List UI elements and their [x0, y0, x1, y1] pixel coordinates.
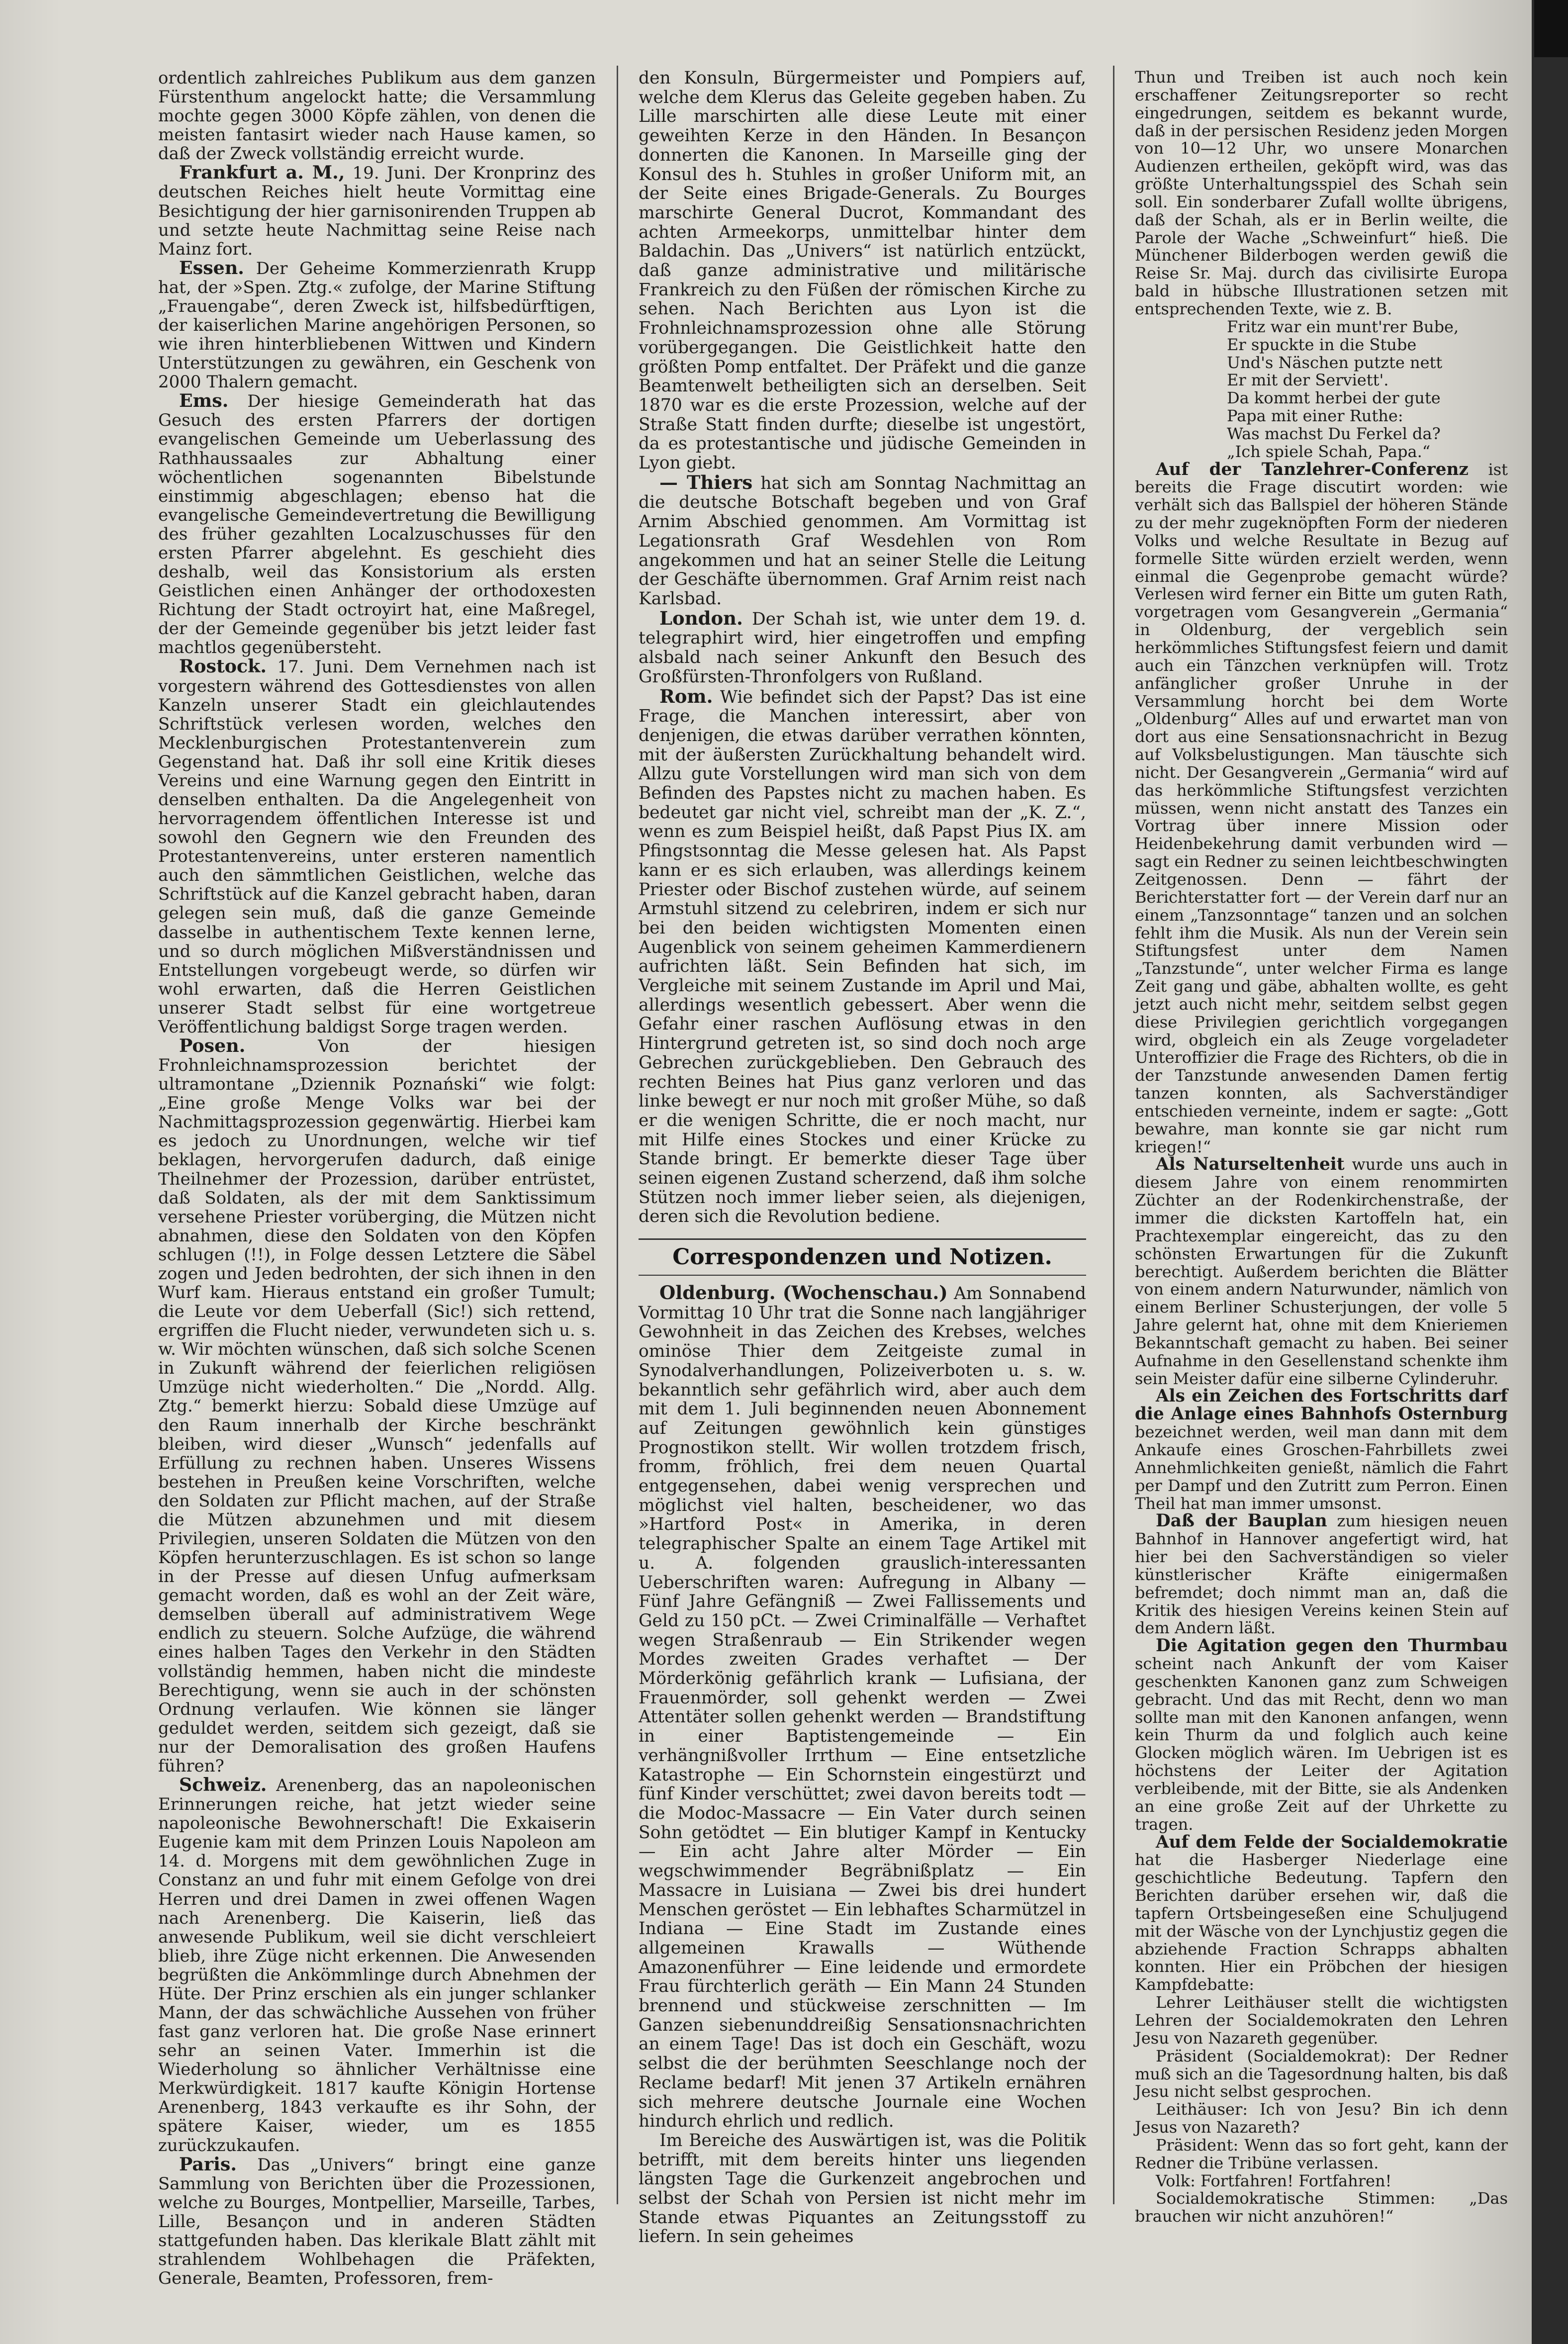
article-dateline: Als ein Zeichen des Fortschritts darf die Anlage eines Bahnhofs Osternburg: [1135, 1386, 1508, 1424]
article-paragraph: [1135, 2137, 1508, 2172]
article-text: Er spuckte in die Stube: [1227, 335, 1417, 354]
article-text: Der Schah ist, wie unter dem 19. d. telegraphirt wird, hier eingetroffen und empfing alsbald nach seiner Ankunft den Besuch des Großfürsten-Thronfolgers von Rußland.: [639, 609, 1086, 687]
article-paragraph: [1135, 2048, 1508, 2101]
column-rule: [1113, 66, 1114, 2204]
verse-line: [1135, 318, 1508, 336]
article-text: Da kommt herbei der gute: [1227, 388, 1441, 408]
verse-line: [1135, 443, 1508, 461]
article-text: den Konsuln, Bürgermeister und Pompiers auf, welche dem Klerus das Geleite gegeben haben. Zu Lille marschirten alle diese Leute mit einer geweihten Kerze in den Händen. In Besançon donnerten die Kanonen. In Marseille ging der Konsul des h. Stuhles in großer Uniform mit, an der Seite eines Brigade-Generals. Zu Bourges marschirte General Ducrot, Kommandant des achten Armeekorps, unmittelbar hinter dem Baldachin. Das „Univers“ ist natürlich entzückt, daß ganze administrative und militärische Frankreich zu den Füßen der römischen Kirche zu sehen. Nach Berichten aus Lyon ist die Frohnleichnamsprozession ohne alle Störung vorübergegangen. Die Geistlichkeit hatte den größten Pomp entfaltet. Der Präfekt und die ganze Beamtenwelt betheiligten sich an derselben. Seit 1870 war es die erste Prozession, welche auf der Straße Statt finden durfte; dieselbe ist ungestört, da es protestantische und jüdische Gemeinden in Lyon giebt.: [639, 68, 1086, 473]
article-paragraph: [639, 1283, 1086, 2131]
scan-corner: [1534, 0, 1568, 57]
article-dateline: Ems.: [179, 390, 229, 412]
article-paragraph: [639, 687, 1086, 1227]
article-paragraph: [1135, 2101, 1508, 2137]
article-dateline: Rostock.: [179, 656, 267, 677]
article-paragraph: [1135, 1388, 1508, 1512]
article-dateline: Auf der Tanzlehrer-Conferenz: [1156, 459, 1469, 479]
article-paragraph: [1135, 1637, 1508, 1833]
article-text: Und's Näschen putzte nett: [1227, 353, 1443, 372]
article-text: Lehrer Leithäuser stellt die wichtigsten Lehren der Socialdemokraten den Lehren Jesu von Nazareth gegenüber.: [1135, 1993, 1508, 2048]
verse-line: [1135, 354, 1508, 372]
article-text: Von der hiesigen Frohnleichnamsprozession berichtet der ultramontane „Dziennik Poznański“ wie folgt: „Eine große Menge Volks war bei der Nachmittagsprozession gegenwärtig. Hierbei kam es jedoch zu Unordnungen, welche wir tief beklagen, hervorgerufen dadurch, daß einige Theilnehmer der Prozession, darüber entrüstet, daß Soldaten, als der mit dem Sanktissimum versehene Priester vorüberging, die Mützen nicht abnahmen, diese den Soldaten von den Köpfen schlugen (!!), in Folge dessen Letztere die Säbel zogen und Jeden bedrohten, der sich ihnen in den Wurf kam. Hieraus entstand ein großer Tumult; die Leute vor dem Ueberfall (Sic!) sich rettend, ergriffen die Flucht nieder, verwundeten sich u. s. w. Wir möchten wünschen, daß sich solche Scenen in Zukunft während der feierlichen religiösen Umzüge nicht wiederholten.“ Die „Nordd. Allg. Ztg.“ bemerkt hierzu: Sobald diese Umzüge auf den Raum innerhalb der Kirche beschränkt bleiben, wird dieser „Wunsch“ jedenfalls auf Erfüllung zu rechnen haben. Unseres Wissens bestehen in Preußen keine Vorschriften, welche den Soldaten zur Pflicht machen, auf der Straße die Mützen abzunehmen und mit diesem Privilegien, unseren Soldaten die Mützen von den Köpfen herunterzuschlagen. Es ist schon so lange in der Presse auf diesen Unfug aufmerksam gemacht worden, daß es wohl an der Zeit wäre, demselben überall auf administrativem Wege endlich zu steuern. Solche Aufzüge, die während eines halben Tages den Verkehr in den Städten vollständig hemmen, haben nicht die mindeste Berechtigung, wenn sie auch in der schönsten Ordnung verlaufen. Wie können sie länger geduldet werden, seitdem sich gezeigt, daß sie nur der Demoralisation des großen Haufens führen?: [158, 1036, 596, 1776]
article-text: Wie befindet sich der Papst? Das ist eine Frage, die Manchen interessirt, aber von denjenigen, die etwas darüber verrathen könnten, mit der äußersten Zurückhaltung behandelt wird. Allzu gute Vorstellungen wird man sich von dem Befinden des Papstes nicht zu machen haben. Es bedeutet gar nicht viel, schreibt man der „K. Z.“, wenn es zum Beispiel heißt, daß Papst Pius IX. am Pfingstsonntag die Messe gelesen hat. Als Papst kann er es sich erlauben, was allerdings keinem Priester oder Bischof zustehen würde, auf seinem Armstuhl sitzend zu celebriren, indem er sich nur bei den beiden wichtigsten Momenten einen Augenblick von seinem geheimen Kammerdienern aufrichten läßt. Sein Befinden hat sich, im Vergleiche mit seinem Zustande im April und Mai, allerdings wesentlich gebessert. Aber wenn die Gefahr einer raschen Auflösung etwas in den Hintergrund getreten ist, so sind doch noch arge Gebrechen zurückgeblieben. Den Gebrauch des rechten Beines hat Pius ganz verloren und das linke bewegt er nur noch mit großer Mühe, so daß er die wenigen Schritte, die er noch macht, nur mit Hilfe eines Stockes und einer Krücke zu Stande bringt. Er bemerkte dieser Tage über seinen eigenen Zustand scherzend, daß ihm solche Stützen noch immer lieber seien, als diejenigen, deren sich die Revolution bediene.: [639, 687, 1086, 1227]
article-paragraph: [1135, 1834, 1508, 1994]
article-text: hat sich am Sonntag Nachmittag an die deutsche Botschaft begeben und von Graf Arnim Abschied genommen. Am Vormittag ist Legationsrath Graf Wesdehlen von Rom angekommen und hat an seiner Stelle die Leitung der Geschäfte übernommen. Graf Arnim reist nach Karlsbad.: [639, 473, 1087, 609]
article-dateline: — Thiers: [659, 471, 753, 493]
article-text: Fritz war ein munt'rer Bube,: [1227, 317, 1459, 336]
article-text: Arenenberg, das an napoleonischen Erinnerungen reiche, hat jetzt wieder seine napoleonische Bewohnerschaft! Die Exkaiserin Eugenie kam mit dem Prinzen Louis Napoleon am 14. d. Morgens mit dem gewöhnlichen Zuge in Constanz an und fuhr mit einem Gefolge von drei Herren und drei Damen in zwei offenen Wagen nach Arenenberg. Die Kaiserin, ließ das anwesende Publikum, weil sie dicht verschleiert blieb, ihre Züge nicht erkennen. Die Anwesenden begrüßten die Ankömmlinge durch Abnehmen der Hüte. Der Prinz erschien als ein junger schlanker Mann, der das schwächliche Aussehen von früher fast ganz verloren hat. Die große Nase erinnert sehr an seinen Vater. Immerhin ist die Wiederholung so ähnlicher Verhältnisse eine Merkwürdigkeit. 1817 kaufte Königin Hortense Arenenberg, 1843 verkaufte es ihr Sohn, der spätere Kaiser, wieder, um es 1855 zurückzukaufen.: [158, 1776, 596, 2156]
article-paragraph: [158, 69, 596, 163]
article-paragraph: [158, 163, 596, 258]
article-text: hat die Hasberger Niederlage eine geschichtliche Bedeutung. Tapfern den Berichten darüber ersehen wir, daß die tapfern Ortsbeingeseßen eine Schuljugend mit der Wäsche von der Lynchjustiz gegen die abziehende Fraction Schrapps abhalten konnten. Hier ein Pröbchen der hiesigen Kampfdebatte:: [1135, 1850, 1508, 1994]
article-text: Präsident (Socialdemokrat): Der Redner muß sich an die Tagesordnung halten, bis daß Jesu nicht selbst gesprochen.: [1135, 2046, 1508, 2101]
verse-line: [1135, 336, 1508, 354]
article-text: scheint nach Ankunft der vom Kaiser geschenkten Kanonen ganz zum Schweigen gebracht. Und das mit Recht, denn wo man sollte man mit den Kanonen anfangen, wenn kein Thurm da und folglich auch keine Glocken möglich wären. Im Uebrigen ist es höchstens der Leiter der Agitation verbleibende, mit der Bitte, sie als Andenken an eine große Zeit auf der Uhrkette zu tragen.: [1135, 1654, 1508, 1834]
article-text: Was machst Du Ferkel da?: [1227, 424, 1441, 443]
article-paragraph: [158, 259, 596, 392]
article-dateline: London.: [659, 607, 743, 629]
article-dateline: Oldenburg. (Wochenschau.): [659, 1282, 948, 1304]
article-text: zum hiesigen neuen Bahnhof in Hannover angefertigt wird, hat hier bei den Sachverständigen so vieler künstlerischer Kräfte einigermaßen befremdet; doch nimmt man an, daß die Kritik des hiesigen Vereins keinen Stein auf dem Andern läßt.: [1135, 1511, 1508, 1638]
article-text: Im Bereiche des Auswärtigen ist, was die Politik betrifft, mit dem bereits hinter uns liegenden längsten Tage die Gurkenzeit angebrochen und selbst der Schah von Persien ist nicht mehr im Stande etwas Piquantes an Zeitungsstoff zu liefern. In sein geheimes: [639, 2130, 1086, 2247]
article-paragraph: [158, 657, 596, 1036]
article-dateline: Daß der Bauplan: [1156, 1511, 1327, 1531]
article-paragraph: [639, 69, 1086, 473]
article-text: ist bereits die Frage discutirt worden: wie verhält sich das Ballspiel der höheren Stände zu der mehr zugeknöpften Form der niederen Volks und welche Resultate in Bezug auf formelle Sitte würden erzielt werden, wenn einmal die Gegenprobe gemacht würde? Verlesen wird ferner ein Bitte um guten Rath, vorgetragen vom Gesangverein „Germania“ in Oldenburg, der vergeblich sein herkömmliches Stiftungsfest feiern und damit auch ein Tänzchen verknüpfen will. Trotz anfänglicher großer Unruhe in der Versammlung horcht bei dem Worte „Oldenburg“ Alles auf und erwartet man von dort aus eine Sensationsnachricht in Bezug auf Volksbelustigungen. Man täuschte sich nicht. Der Gesangverein „Germania“ wird auf das herkömmliche Stiftungsfest verzichten müssen, wenn nicht anstatt des Tanzes ein Vortrag über innere Mission oder Heidenbekehrung damit verbunden wird — sagt ein Redner zu seinen leichtbeschwingten Zeitgenossen. Denn — fährt der Berichterstatter fort — der Verein darf nur an einem „Tanzsonntage“ tanzen und an solchen fehlt ihm die Musik. Als nun der Verein sein Stiftungsfest unter dem Namen „Tanzstunde“, unter welcher Firma es lange Zeit gang und gäbe, abhalten wollte, es geht jetzt auch nicht mehr, seitdem selbst gegen diese Privilegien gerichtlich vorgegangen wird, obgleich ein als Zeuge vorgeladeter Unteroffizier die Frage des Richters, ob die in der Tanzstunde anwesenden Damen fertig tanzen konnten, als Sachverständiger entschieden verneinte, indem er sagte: „Gott bewahre, man konnte sie gar nicht rum kriegen!“: [1135, 460, 1508, 1156]
article-text: 17. Juni. Dem Vernehmen nach ist vorgestern während des Gottesdienstes von allen Kanzeln unserer Stadt ein gleichlautendes Schriftstück verlesen worden, welches den Mecklenburgischen Protestantenverein zum Gegenstand hat. Daß ihr soll eine Kritik dieses Vereins und eine Warnung gegen den Eintritt in denselben enthalten. Da die Angelegenheit von hervorragendem öffentlichen Interesse ist und sowohl den Gegnern wie den Freunden des Protestantenvereins, unter ersteren namentlich auch den sämmtlichen Geistlichen, welche das Schriftstück auf die Kanzel gebracht haben, daran gelegen sein muß, daß die ganze Gemeinde dasselbe in authentischem Texte kennen lerne, und so durch möglichen Mißverständnissen und Entstellungen vorgebeugt werde, so dürfen wir wohl erwarten, daß die Herren Geistlichen unserer Stadt selbst für eine wortgetreue Veröffentlichung baldigst Sorge tragen werden.: [158, 657, 596, 1037]
article-paragraph: [1135, 2172, 1508, 2190]
article-dateline: Rom.: [659, 685, 713, 707]
scan-edge: [1532, 0, 1568, 2344]
article-paragraph: [158, 391, 596, 657]
section-heading: Correspondenzen und Notizen.: [639, 1238, 1086, 1276]
article-paragraph: [1135, 461, 1508, 1156]
article-paragraph: [1135, 2190, 1508, 2226]
article-text: Am Sonnabend Vormittag 10 Uhr trat die Sonne nach langjähriger Gewohnheit in das Zeichen des Krebses, welches ominöse Thier dem Zeitgeiste zumal in Synodalverhandlungen, Polizeiverboten u. s. w. bekanntlich sehr gefährlich wird, aber auch dem mit dem 1. Juli beginnenden neuen Abonnement auf Zeitungen gewöhnlich kein günstiges Prognostikon stellt. Wir wollen trotzdem frisch, fromm, fröhlich, frei dem neuen Quartal entgegensehen, dabei wenig versprechen und möglichst viel halten, bescheidener, wo das »Hartford Post« in Amerika, in deren telegraphischer Spalte an einem Tage Artikel mit u. A. folgenden grauslich-interessanten Ueberschriften waren: Aufregung in Albany — Fünf Jahre Gefängniß — Zwei Fallissements und Geld zu 150 pCt. — Zwei Criminalfälle — Verhaftet wegen Straßenraub — Ein Strikender wegen Mordes zweiten Grades verhaftet — Der Mörderkönig gefährlich krank — Lufisiana, der Frauenmörder, soll gehenkt werden — Zwei Attentäter sollen gehenkt werden — Brandstiftung in einer Baptistengemeinde — Ein verhängnißvoller Irrthum — Eine entsetzliche Katastrophe — Ein Schornstein eingestürzt und fünf Kinder verschüttet; zwei davon bereits todt — die Modoc-Massacre — Ein Vater durch seinen Sohn getödtet — Ein blutiger Kampf in Kentucky — Ein acht Jahre alter Mörder — Ein wegschwimmender Begräbnißplatz — Ein Massacre in Luisiana — Zwei bis drei hundert Menschen geröstet — Ein lebhaftes Scharmützel in Indiana — Eine Stadt im Zustande eines allgemeinen Krawalls — Wüthende Amazonenführer — Eine leidende und ermordete Frau fürchterlich geräth — Ein Mann 24 Stunden brennend und stückweise zerschnitten — Im Ganzen siebenunddreißig Sensationsnachrichten an einem Tage! Das ist doch ein Geschäft, wozu selbst die der berühmten Seeschlange noch der Reclame bedarf! Mit jenen 37 Artikeln ernähren sich mehrere deutsche Journale eine Wochen hindurch ehrlich und redlich.: [639, 1284, 1086, 2132]
verse-line: [1135, 372, 1508, 389]
article-text: „Ich spiele Schah, Papa.“: [1227, 442, 1431, 461]
article-paragraph: [639, 609, 1086, 687]
article-paragraph: [1135, 1156, 1508, 1388]
article-paragraph: [1135, 1994, 1508, 2048]
verse-line: [1135, 425, 1508, 443]
article-dateline: Die Agitation gegen den Thurmbau: [1156, 1636, 1508, 1656]
article-text: Thun und Treiben ist auch noch kein erschaffener Zeitungsreporter so recht eingedrungen, seitdem es bekannt wurde, daß in der persischen Residenz jeden Morgen von 10—12 Uhr, wo unsere Monarchen Audienzen ertheilen, geköpft wird, was das größte Unterhaltungsspiel des Schah sein soll. Ein sonderbarer Zufall wollte übrigens, daß der Schah, als er in Berlin weilte, die Parole der Wache „Schweinfurt“ hieß. Die Münchener Bilderbogen werden gewiß die Reise Sr. Maj. durch das civilisirte Europa bald in hübsche Illustrationen setzen mit entsprechenden Texte, wie z. B.: [1135, 68, 1508, 318]
article-paragraph: [158, 1036, 596, 1776]
article-dateline: Als Naturseltenheit: [1156, 1154, 1345, 1175]
article-dateline: Paris.: [179, 2153, 237, 2175]
article-text: wurde uns auch in diesem Jahre von einem renommirten Züchter an der Rodenkirchenstraße, der immer die dicksten Kartoffeln hat, ein Prachtexemplar eingereicht, das zu den schönsten Erwartungen für die Zukunft berechtigt. Außerdem berichten die Blätter von einem andern Naturwunder, nämlich von einem Berliner Schusterjungen, der volle 5 Jahre gelernt hat, ohne mit dem Knieriemen Bekanntschaft gemacht zu haben. Bei seiner Aufnahme in den Gesellenstand schenkte ihm sein Meister dafür eine silberne Cylinderuhr.: [1135, 1155, 1508, 1388]
column-2: [639, 69, 1086, 1226]
article-text: Leithäuser: Ich von Jesu? Bin ich denn Jesus von Nazareth?: [1135, 2100, 1508, 2137]
article-text: 19. Juni. Der Kronprinz des deutschen Reiches hielt heute Vormittag eine Besichtigung der hier garnisonirenden Truppen ab und setzte heute Nachmittag seine Reise nach Mainz fort.: [158, 163, 596, 259]
article-text: Socialdemokratische Stimmen: „Das brauchen wir nicht anzuhören!“: [1135, 2189, 1508, 2226]
verse-line: [1135, 407, 1508, 425]
article-dateline: Posen.: [179, 1034, 246, 1056]
article-text: Er mit der Serviett'.: [1227, 371, 1389, 390]
article-dateline: Auf dem Felde der Socialdemokratie: [1156, 1832, 1508, 1852]
article-paragraph: [1135, 1512, 1508, 1637]
article-text: Das „Univers“ bringt eine ganze Sammlung von Berichten über die Prozessionen, welche zu Bourges, Montpellier, Marseille, Tarbes, Lille, Besançon und in anderen Städten stattgefunden haben. Das klerikale Blatt zählt mit strahlendem Wohlbehagen die Präfekten, Generale, Beamten, Professoren, frem-: [158, 2155, 596, 2289]
article-dateline: Essen.: [179, 257, 244, 279]
article-dateline: Frankfurt a. M.,: [179, 162, 345, 184]
verse-line: [1135, 389, 1508, 407]
article-text: ordentlich zahlreiches Publikum aus dem ganzen Fürstenthum angelockt hatte; die Versammlung mochte gegen 3000 Köpfe zählen, von denen die meisten fantasirt wieder nach Hause kamen, so daß der Zweck vollständig erreicht wurde.: [158, 68, 596, 164]
column-rule: [617, 66, 618, 2204]
article-paragraph: [1135, 69, 1508, 318]
column-2-section: [639, 1283, 1086, 2247]
article-text: Papa mit einer Ruthe:: [1227, 406, 1403, 426]
column-3: [1135, 69, 1508, 2226]
article-paragraph: [158, 2155, 596, 2288]
article-text: Der hiesige Gemeinderath hat das Gesuch des ersten Pfarrers der dortigen evangelischen Gemeinde um Ueberlassung des Rathhaussaales zur Abhaltung einer wöchentlichen sogenannten Bibelstunde einstimmig abgeschlagen; ebenso hat die evangelische Gemeindevertretung die Bewilligung des früher gezahlten Localzuschusses für den ersten Pfarrer abgelehnt. Es geschieht dies deshalb, weil das Konsistorium als ersten Geistlichen einen Anhänger der orthodoxesten Richtung der Stadt octroyirt hat, eine Maßregel, der der Gemeinde gegenüber bis jetzt leider fast machtlos gegenübersteht.: [158, 391, 596, 658]
article-paragraph: [158, 1776, 596, 2155]
article-paragraph: [639, 2131, 1086, 2247]
article-text: Der Geheime Kommerzienrath Krupp hat, der »Spen. Ztg.« zufolge, der Marine Stiftung „Frauengabe“, deren Zweck ist, hilfsbedürftigen, der kaiserlichen Marine angehörigen Personen, so wie ihren hinterbliebenen Wittwen und Kindern Unterstützungen zu gewähren, ein Geschenk von 2000 Thalern gemacht.: [158, 258, 596, 392]
article-paragraph: [639, 473, 1086, 609]
article-text: bezeichnet werden, weil man dann mit dem Ankaufe eines Groschen-Fahrbillets zwei Annehmlichkeiten genießt, nämlich die Fahrt per Dampf und den Zutritt zum Perron. Einen Theil hat man immer umsonst.: [1135, 1422, 1508, 1513]
article-text: Volk: Fortfahren! Fortfahren!: [1156, 2171, 1392, 2190]
column-1: [158, 69, 596, 2288]
article-text: Präsident: Wenn das so fort geht, kann der Redner die Tribüne verlassen.: [1135, 2135, 1508, 2172]
article-dateline: Schweiz.: [179, 1774, 267, 1796]
